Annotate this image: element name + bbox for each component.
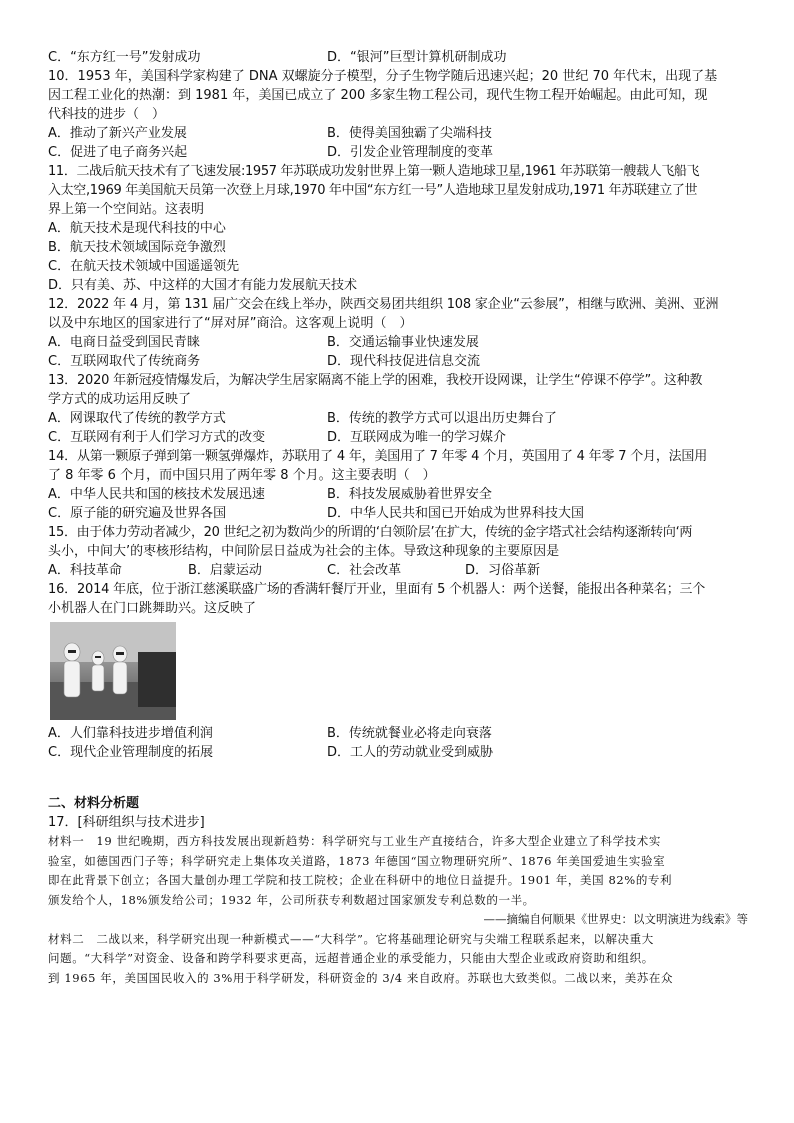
restaurant-robots-photo [50,622,176,720]
material-1-line: 验室，如德国西门子等；科学研究走上集体攻关道路，1873 年德国“国立物理研究所”、1876 年美国爱迪生实验室 [48,853,666,868]
q12-options-row [48,333,748,352]
q11-stem-line: 11．二战后航天技术有了飞速发展:1957 年苏联成功发射世界上第一颗人造地球卫星,1961 年苏联第一艘载人飞船飞 [48,164,700,179]
q15-option-d[interactable]: D．习俗革新 [465,563,541,578]
q16-option-d[interactable]: D．工人的劳动就业受到威胁 [327,745,494,760]
material-1-line: 材料一 19 世纪晚期，西方科技发展出现新趋势：科学研究与工业生产直接结合，许多大型企业建立了科学技术实 [48,834,661,848]
question-11 [48,162,748,295]
q14-options-row [48,485,748,504]
q15-option-b[interactable]: B．启蒙运动 [188,563,262,578]
section-title: 二、材料分析题 [48,796,140,811]
material-1-source: ——摘编自何顺果《世界史：以文明演进为线索》等 [483,912,748,926]
q16-stem-line: 16．2014 年底，位于浙江慈溪联盛广场的香满轩餐厅开业，里面有 5 个机器人：两个送餐，能报出各种菜名；三个 [48,582,706,597]
q11-stem-line: 界上第一个空间站。这表明 [48,202,205,217]
q13-option-c[interactable]: C．互联网有利于人们学习方式的改变 [48,430,266,445]
q16-options-row [48,743,748,762]
q12-option-c[interactable]: C．互联网取代了传统商务 [48,354,201,369]
q10-stem-line: 因工程工业化的热潮：到 1981 年，美国已成立了 200 多家生物工程公司，现代生物工程开始崛起。由此可知，现 [48,88,708,103]
q17-title: 17．[科研组织与技术进步] [48,815,205,830]
q14-options-row [48,504,748,523]
q14-option-d[interactable]: D．中华人民共和国已开始成为世界科技大国 [327,506,585,521]
question-16 [48,580,748,762]
q10-options-row [48,143,748,162]
question-10 [48,67,748,162]
material-2 [48,930,748,989]
q10-stem-line: 10．1953 年，美国科学家构建了 DNA 双螺旋分子模型，分子生物学随后迅速兴起；20 世纪 70 年代末，出现了基 [48,69,718,84]
q9-options-row [48,48,748,67]
q13-options-row [48,428,748,447]
question-15 [48,523,748,580]
question-14 [48,447,748,523]
q9-option-d[interactable]: D．“银河”巨型计算机研制成功 [327,50,507,65]
q13-option-d[interactable]: D．互联网成为唯一的学习媒介 [327,430,507,445]
q13-options-row [48,409,748,428]
question-12 [48,295,748,371]
q15-options-row [48,561,748,580]
q14-option-b[interactable]: B．科技发展威胁着世界安全 [327,487,492,502]
q11-option-c[interactable]: C．在航天技术领域中国遥遥领先 [48,259,240,274]
q13-option-b[interactable]: B．传统的教学方式可以退出历史舞台了 [327,411,557,426]
material-1-line: 颁发给个人，18%颁发给公司；1932 年，公司所获专利数超过国家颁发专利总数的一半。 [48,892,535,907]
q14-stem-line: 了 8 年零 6 个月，而中国只用了两年零 8 个月。这主要表明（ ） [48,468,436,483]
q14-option-c[interactable]: C．原子能的研究遍及世界各国 [48,506,227,521]
q10-option-c[interactable]: C．促进了电子商务兴起 [48,145,188,160]
exam-page [48,48,748,988]
q14-option-a[interactable]: A．中华人民共和国的核技术发展迅速 [48,487,265,502]
q16-stem-line: 小机器人在门口跳舞助兴。这反映了 [48,601,257,616]
q16-options-row [48,724,748,743]
q11-option-d[interactable]: D．只有美、苏、中这样的大国才有能力发展航天技术 [48,278,358,293]
robots-illustration [50,622,176,720]
q9-option-c[interactable]: C．“东方红一号”发射成功 [48,50,201,65]
q10-option-a[interactable]: A．推动了新兴产业发展 [48,126,187,141]
q15-stem-line: 15．由于体力劳动者减少，20 世纪之初为数尚少的所谓的‘白领阶层’在扩大，传统的金字塔式社会结构逐渐转向‘两 [48,525,693,540]
q10-option-d[interactable]: D．引发企业管理制度的变革 [327,145,494,160]
q12-option-a[interactable]: A．电商日益受到国民青睐 [48,335,200,350]
q15-option-a[interactable]: A．科技革命 [48,563,122,578]
q16-option-c[interactable]: C．现代企业管理制度的拓展 [48,745,214,760]
q13-stem-line: 13．2020 年新冠疫情爆发后，为解决学生居家隔离不能上学的困难，我校开设网课，让学生“停课不停学”。这种教 [48,373,703,388]
q11-option-b[interactable]: B．航天技术领域国际竞争激烈 [48,240,226,255]
q14-stem-line: 14．从第一颗原子弹到第一颗氢弹爆炸，苏联用了 4 年，美国用了 7 年零 4 个月，英国用了 4 年零 7 个月，法国用 [48,449,708,464]
q12-option-b[interactable]: B．交通运输事业快速发展 [327,335,479,350]
q12-options-row [48,352,748,371]
material-2-line: 材料二 二战以来，科学研究出现一种新模式——“大科学”。它将基础理论研究与尖端工程联系起来，以解决重大 [48,931,654,946]
q16-option-b[interactable]: B．传统就餐业必将走向衰落 [327,726,492,741]
q10-options-row [48,124,748,143]
q13-stem-line: 学方式的成功运用反映了 [48,392,192,407]
material-1-line: 即在此背景下创立；各国大量创办理工学院和技工院校；企业在科研中的地位日益提升。1901 年，美国 82%的专利 [48,873,673,887]
q12-stem-line: 12．2022 年 4 月，第 131 届广交会在线上举办，陕西交易团共组织 108 家企业“云参展”，相继与欧洲、美洲、亚洲 [48,297,719,312]
material-1 [48,832,748,930]
q15-option-c[interactable]: C．社会改革 [327,563,402,578]
question-13 [48,371,748,447]
q11-option-a[interactable]: A．航天技术是现代科技的中心 [48,221,226,236]
material-2-line: 问题。“大科学”对资金、设备和跨学科要求更高，远超普通企业的承受能力，只能由大型企业或政府资助和组织。 [48,951,654,965]
q15-stem-line: 头小，中间大’的枣核形结构，中间阶层日益成为社会的主体。导致这种现象的主要原因是 [48,544,560,559]
q12-stem-line: 以及中东地区的国家进行了“屏对屏”商洽。这客观上说明（ ） [48,316,413,331]
q13-option-a[interactable]: A．网课取代了传统的教学方式 [48,411,226,426]
q10-option-b[interactable]: B．使得美国独霸了尖端科技 [327,126,492,141]
q16-option-a[interactable]: A．人们靠科技进步增值利润 [48,726,213,741]
material-2-line: 到 1965 年，美国国民收入的 3%用于科学研发，科研资金的 3/4 来自政府。苏联也大致类似。二战以来，美苏在众 [48,970,674,985]
q10-stem-line: 代科技的进步（ ） [48,107,166,122]
q11-stem-line: 入太空,1969 年美国航天员第一次登上月球,1970 年中国“东方红一号”人造地球卫星发射成功,1971 年苏联建立了世 [48,183,698,198]
q12-option-d[interactable]: D．现代科技促进信息交流 [327,354,481,369]
